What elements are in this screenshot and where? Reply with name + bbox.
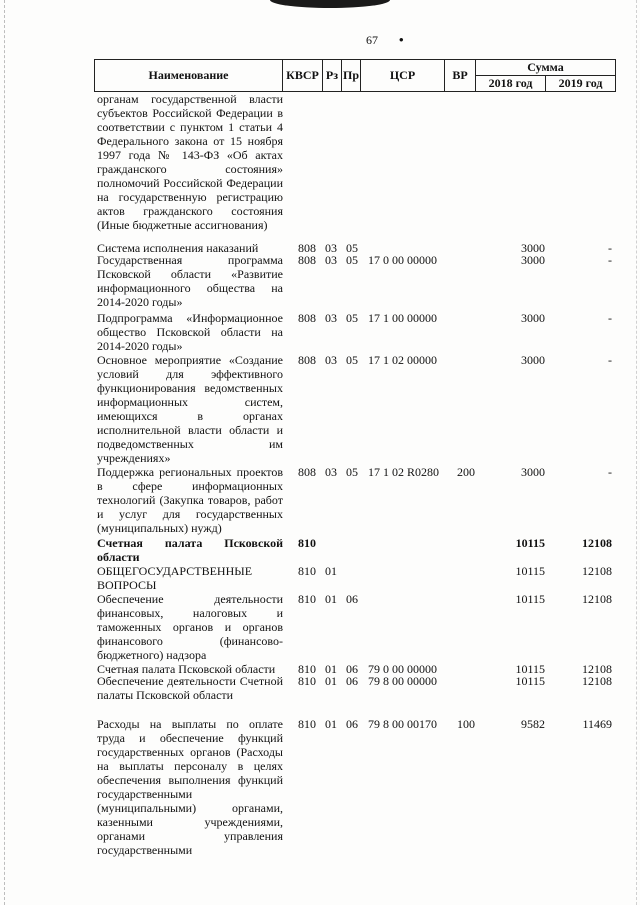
row-sum-2019: - [608, 241, 612, 255]
row-pr: 05 [346, 353, 358, 367]
row-sum-2018: 10115 [515, 564, 545, 578]
table-row [0, 92, 640, 241]
row-csr: 17 1 02 00000 [368, 353, 437, 367]
row-pr: 05 [346, 465, 358, 479]
table-row [0, 465, 640, 536]
page-mark: • [399, 32, 404, 47]
row-kvsr: 808 [298, 465, 316, 479]
row-csr: 17 1 02 R0280 [368, 465, 440, 479]
row-sum-2019: 12108 [582, 674, 612, 688]
row-kvsr: 810 [298, 717, 316, 731]
row-sum-2018: 3000 [521, 241, 545, 255]
row-rz: 01 [325, 717, 337, 731]
row-pr: 06 [346, 717, 358, 731]
row-kvsr: 810 [298, 536, 316, 550]
row-kvsr: 810 [298, 674, 316, 688]
header-rz: Рз [323, 60, 342, 92]
row-kvsr: 810 [298, 592, 316, 606]
row-name: Обеспечение деятельности Счетной палаты Псковской области [97, 674, 283, 702]
row-sum-2018: 10115 [515, 592, 545, 606]
row-rz: 03 [325, 253, 337, 267]
row-rz: 01 [325, 592, 337, 606]
header-2019: 2019 год [546, 76, 616, 92]
row-name: Подпрограмма «Информационное общество Псковской области на 2014-2020 годы» [97, 311, 283, 353]
row-sum-2018: 3000 [521, 353, 545, 367]
table-row [0, 253, 640, 311]
row-pr: 06 [346, 662, 358, 676]
scan-artifact [270, 0, 390, 8]
row-sum-2018: 3000 [521, 311, 545, 325]
row-sum-2018: 10115 [515, 662, 545, 676]
header-2018: 2018 год [476, 76, 546, 92]
header-vr: ВР [445, 60, 476, 92]
header-csr: ЦСР [361, 60, 445, 92]
row-rz: 01 [325, 564, 337, 578]
header-name: Наименование [95, 60, 283, 92]
row-csr: 79 8 00 00000 [368, 674, 437, 688]
row-kvsr: 810 [298, 662, 316, 676]
row-pr: 06 [346, 592, 358, 606]
row-sum-2019: - [608, 465, 612, 479]
row-sum-2019: 12108 [582, 662, 612, 676]
row-sum-2018: 3000 [521, 465, 545, 479]
row-sum-2019: - [608, 311, 612, 325]
row-sum-2019: - [608, 253, 612, 267]
row-csr: 79 8 00 00170 [368, 717, 437, 731]
header-kvsr: КВСР [283, 60, 323, 92]
row-kvsr: 808 [298, 311, 316, 325]
row-pr: 05 [346, 253, 358, 267]
row-name: Счетная палата Псковской области [97, 536, 283, 564]
table-row [0, 241, 640, 253]
table-row [0, 311, 640, 353]
table-row [0, 662, 640, 674]
row-pr: 06 [346, 674, 358, 688]
row-name: органам государственной власти субъектов Российской Федерации в соответствии с пунктом 1 статьи 4 Федерального закона от 15 ноября 1997 года № 143-ФЗ «Об актах гражданского состояния» полномочий Российской Федерации на государственную регистрацию актов гражданского состояния (Иные бюджетные ассигнования) [97, 92, 283, 232]
row-csr: 17 1 00 00000 [368, 311, 437, 325]
row-name: Система исполнения наказаний [97, 241, 259, 255]
row-sum-2018: 3000 [521, 253, 545, 267]
row-rz: 03 [325, 465, 337, 479]
row-sum-2019: - [608, 353, 612, 367]
row-kvsr: 810 [298, 564, 316, 578]
row-kvsr: 808 [298, 241, 316, 255]
header-sum: Сумма [476, 60, 616, 76]
row-rz: 01 [325, 674, 337, 688]
table-row [0, 592, 640, 662]
row-rz: 03 [325, 353, 337, 367]
row-name: Государственная программа Псковской области «Развитие информационного общества на 2014-2020 годы» [97, 253, 283, 309]
row-sum-2019: 11469 [582, 717, 612, 731]
row-name: Обеспечение деятельности финансовых, налоговых и таможенных органов и органов финансового (финансово-бюджетного) надзора [97, 592, 283, 662]
page-number: 67 [366, 33, 378, 47]
row-sum-2018: 10115 [515, 674, 545, 688]
row-vr: 200 [457, 465, 475, 479]
row-kvsr: 808 [298, 353, 316, 367]
row-csr: 17 0 00 00000 [368, 253, 437, 267]
row-name: Поддержка региональных проектов в сфере информационных технологий (Закупка товаров, работ и услуг для государственных (муниципальных) нужд) [97, 465, 283, 535]
table-row [0, 564, 640, 592]
table-row [0, 353, 640, 465]
row-rz: 01 [325, 662, 337, 676]
row-pr: 05 [346, 311, 358, 325]
row-vr: 100 [457, 717, 475, 731]
row-sum-2018: 10115 [515, 536, 545, 550]
table-row [0, 717, 640, 857]
row-kvsr: 808 [298, 253, 316, 267]
table-row [0, 674, 640, 717]
table-body [0, 92, 640, 857]
row-pr: 05 [346, 241, 358, 255]
row-sum-2019: 12108 [582, 536, 612, 550]
row-name: Основное мероприятие «Создание условий для эффективного функционирования ведомственных информационных систем, имеющихся в органах исполнительной власти области и подведомственных им учреждениях» [97, 353, 283, 465]
row-name: Счетная палата Псковской области [97, 662, 276, 676]
row-rz: 03 [325, 311, 337, 325]
row-rz: 03 [325, 241, 337, 255]
table-header [94, 59, 616, 92]
row-sum-2018: 9582 [521, 717, 545, 731]
row-name: ОБЩЕГОСУДАРСТВЕННЫЕ ВОПРОСЫ [97, 564, 253, 592]
row-csr: 79 0 00 00000 [368, 662, 437, 676]
table-row [0, 536, 640, 564]
row-sum-2019: 12108 [582, 564, 612, 578]
header-pr: Пр [342, 60, 361, 92]
row-sum-2019: 12108 [582, 592, 612, 606]
row-name: Расходы на выплаты по оплате труда и обеспечение функций государственных органов (Расходы на выплаты персоналу в целях обеспечения выполнения функций государственными (муниципальными) органами, казенными учреждениями, органами управления государственными [97, 717, 283, 857]
